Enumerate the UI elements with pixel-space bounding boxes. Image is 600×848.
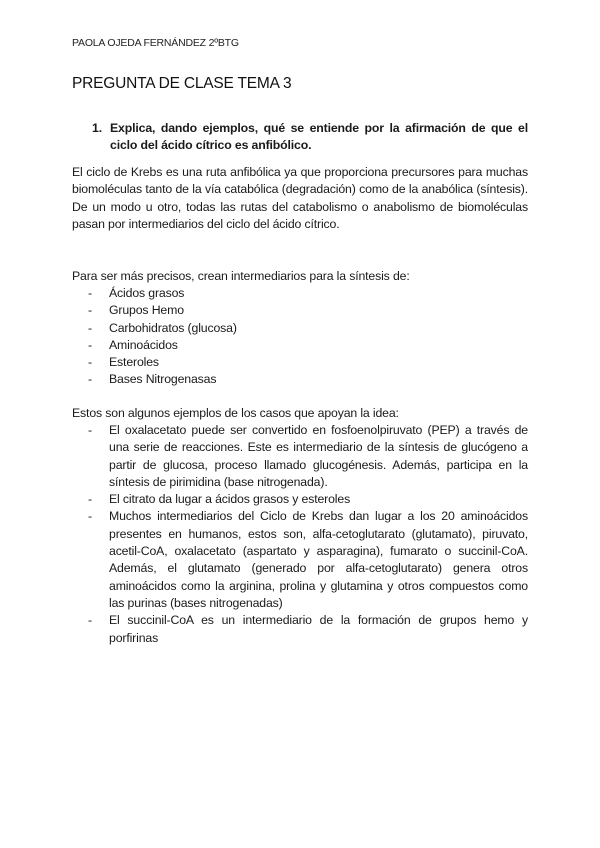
list-item-text: Grupos Hemo	[109, 303, 184, 318]
list-item	[72, 337, 528, 354]
dash-bullet: -	[88, 613, 92, 628]
author-header: PAOLA OJEDA FERNÁNDEZ 2ºBTG	[72, 37, 239, 49]
precursor-list	[72, 285, 528, 389]
list-item-text: Carbohidratos (glucosa)	[109, 320, 237, 335]
dash-bullet: -	[88, 492, 92, 507]
list-item	[72, 320, 528, 337]
dash-bullet: -	[88, 320, 92, 335]
paragraph-precursors: Para ser más precisos, crean intermediarios para la síntesis de:	[72, 269, 410, 283]
list-item-text: Esteroles	[109, 355, 159, 370]
paragraph-intro: El ciclo de Krebs es una ruta anfibólica ya que proporciona precursores para muchas biomoléculas tanto de la vía catabólica (degradación) como de la anabólica (síntesis). De un modo u otro, todas las rutas del catabolismo o anabolismo de biomoléculas pasan por intermediarios del ciclo del ácido cítrico.	[72, 165, 528, 231]
list-item-text: El oxalacetato puede ser convertido en fosfoenolpiruvato (PEP) a través de una serie de reacciones. Este es intermediario de la síntesis de glucógeno a partir de glucosa, proceso llamado glucogénesis. Además, participa en la síntesis de pirimidina (base nitrogenada).	[109, 423, 528, 489]
dash-bullet: -	[88, 372, 92, 387]
list-item	[72, 371, 528, 388]
list-item-text: Muchos intermediarios del Ciclo de Krebs dan lugar a los 20 aminoácidos presentes en humanos, estos son, alfa-cetoglutarato (glutamato), piruvato, acetil-CoA, oxalacetato (aspartato y asparagina), fumarato o succinil-CoA. Además, el glutamato (generado por alfa-cetoglutarato) genera otros aminoácidos como la arginina, prolina y glutamina y otros compuestos como las purinas (bases nitrogenadas)	[109, 509, 528, 610]
dash-bullet: -	[88, 509, 92, 524]
dash-bullet: -	[88, 355, 92, 370]
dash-bullet: -	[88, 337, 92, 352]
dash-bullet: -	[88, 423, 92, 437]
list-item	[72, 422, 528, 491]
list-item	[72, 612, 528, 647]
dash-bullet: -	[88, 303, 92, 318]
list-item-text: Aminoácidos	[109, 337, 178, 352]
question-1	[92, 120, 528, 154]
list-item-text: El succinil-CoA es un intermediario de la formación de grupos hemo y porfirinas	[109, 613, 528, 645]
list-item	[72, 508, 528, 612]
list-item-text: Ácidos grasos	[109, 286, 185, 300]
dash-bullet: -	[88, 286, 92, 300]
examples-list	[72, 422, 528, 647]
list-item	[72, 491, 528, 508]
question-text: Explica, dando ejemplos, qué se entiende por la afirmación de que el ciclo del ácido cítrico es anfibólico.	[110, 121, 528, 152]
list-item	[72, 285, 528, 302]
page-title: PREGUNTA DE CLASE TEMA 3	[72, 75, 292, 92]
list-item	[72, 354, 528, 371]
paragraph-examples: Estos son algunos ejemplos de los casos que apoyan la idea:	[72, 406, 399, 420]
list-item	[72, 302, 528, 319]
list-item-text: Bases Nitrogenasas	[109, 372, 217, 387]
list-item-text: El citrato da lugar a ácidos grasos y esteroles	[109, 492, 351, 507]
question-number: 1.	[92, 121, 102, 135]
